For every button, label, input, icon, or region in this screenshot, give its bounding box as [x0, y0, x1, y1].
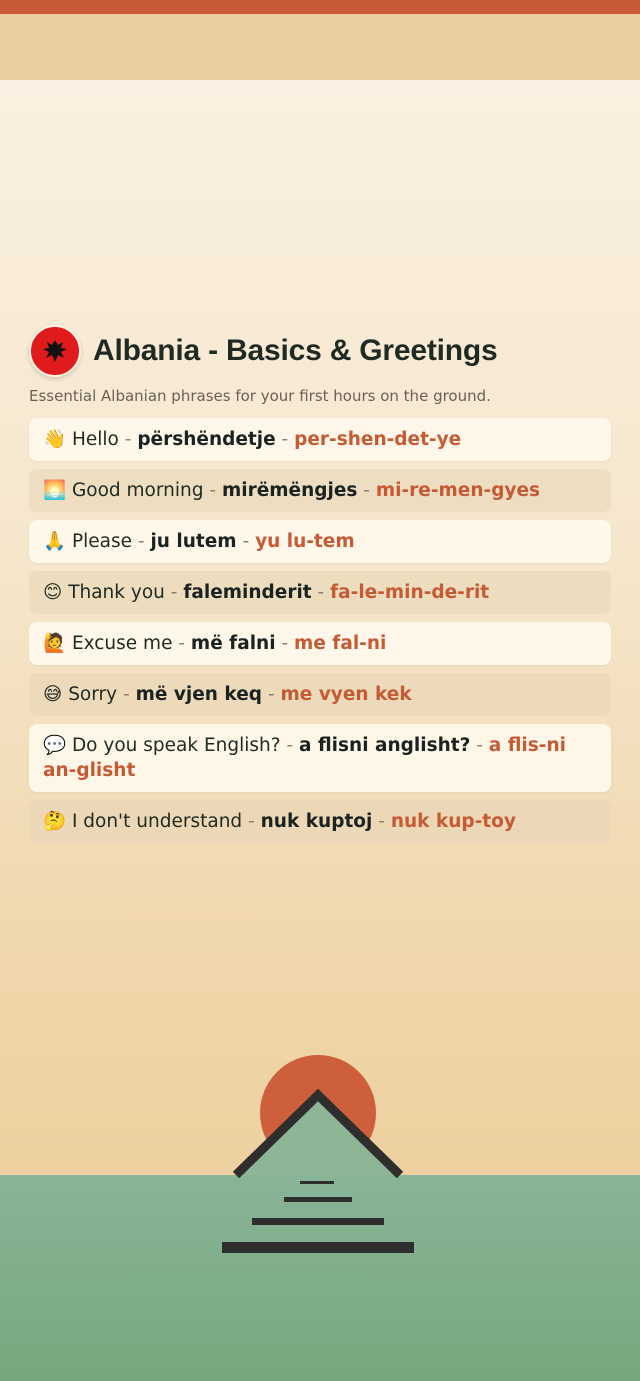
page-header [29, 327, 611, 375]
phrase-albanian: mirëmëngjes [221, 480, 358, 501]
phrase-albanian: përshëndetje [137, 429, 276, 450]
landscape-svg [0, 1040, 640, 1381]
separator: - [124, 429, 132, 450]
phrase-english: Sorry [68, 684, 118, 705]
phrase-pronunciation: nuk kup-toy [390, 811, 516, 832]
phrase-item-hello [29, 418, 611, 461]
raise-hand-emoji-icon: 🙋 [43, 633, 67, 654]
separator: - [242, 531, 250, 552]
separator: - [286, 735, 294, 756]
phrase-item-speak-english [29, 724, 611, 792]
phrase-english: Do you speak English? [71, 735, 281, 756]
phrase-english: Thank you [68, 582, 165, 603]
separator: - [281, 633, 289, 654]
speech-bubble-emoji-icon: 💬 [43, 735, 67, 756]
ground-lines-icon [222, 1181, 414, 1253]
phrase-pronunciation: a flis-ni an-glisht [43, 735, 566, 781]
smile-emoji-icon: 😊 [43, 582, 63, 603]
pray-emoji-icon: 🙏 [43, 531, 67, 552]
phrase-albanian: më falni [190, 633, 276, 654]
separator: - [248, 811, 255, 832]
phrase-albanian: më vjen keq [135, 684, 262, 705]
phrase-albanian: faleminderit [183, 582, 312, 603]
page-title: Albania - Basics & Greetings [93, 334, 498, 367]
phrase-item-good-morning [29, 469, 611, 512]
separator: - [267, 684, 275, 705]
separator: - [209, 480, 217, 501]
phrase-pronunciation: per-shen-det-ye [294, 429, 462, 450]
separator: - [137, 531, 145, 552]
separator: - [363, 480, 370, 501]
phrase-item-please [29, 520, 611, 563]
phrase-albanian: nuk kuptoj [260, 811, 373, 832]
thinking-emoji-icon: 🤔 [43, 811, 67, 832]
separator: - [378, 811, 385, 832]
separator: - [317, 582, 325, 603]
phrase-english: Hello [71, 429, 119, 450]
separator: - [122, 684, 130, 705]
wave-emoji-icon: 👋 [43, 429, 67, 450]
phrase-pronunciation: mi-re-men-gyes [375, 480, 541, 501]
top-band [0, 14, 640, 80]
separator: - [170, 582, 178, 603]
top-accent-strip [0, 0, 640, 14]
phrase-item-dont-understand [29, 800, 611, 843]
phrase-english: Excuse me [71, 633, 173, 654]
separator: - [476, 735, 483, 756]
phrase-english: Good morning [71, 480, 204, 501]
phrase-albanian: a flisni anglisht? [299, 735, 471, 756]
sunrise-emoji-icon: 🌅 [43, 480, 67, 501]
separator: - [178, 633, 186, 654]
phrase-pronunciation: me fal-ni [294, 633, 387, 654]
landscape-illustration [0, 1040, 640, 1381]
page-subtitle: Essential Albanian phrases for your first hours on the ground. [29, 387, 491, 405]
separator: - [281, 429, 289, 450]
phrase-item-thank-you [29, 571, 611, 614]
phrase-english: I don't understand [71, 811, 243, 832]
phrase-pronunciation: yu lu-tem [255, 531, 355, 552]
phrase-albanian: ju lutem [150, 531, 237, 552]
phrase-pronunciation: fa-le-min-de-rit [330, 582, 490, 603]
phrase-item-excuse-me [29, 622, 611, 665]
sweat-smile-emoji-icon: 😅 [43, 684, 63, 705]
phrase-item-sorry [29, 673, 611, 716]
phrase-list [29, 418, 611, 851]
phrase-pronunciation: me vyen kek [280, 684, 412, 705]
phrase-english: Please [71, 531, 132, 552]
albania-flag-icon [29, 325, 81, 377]
